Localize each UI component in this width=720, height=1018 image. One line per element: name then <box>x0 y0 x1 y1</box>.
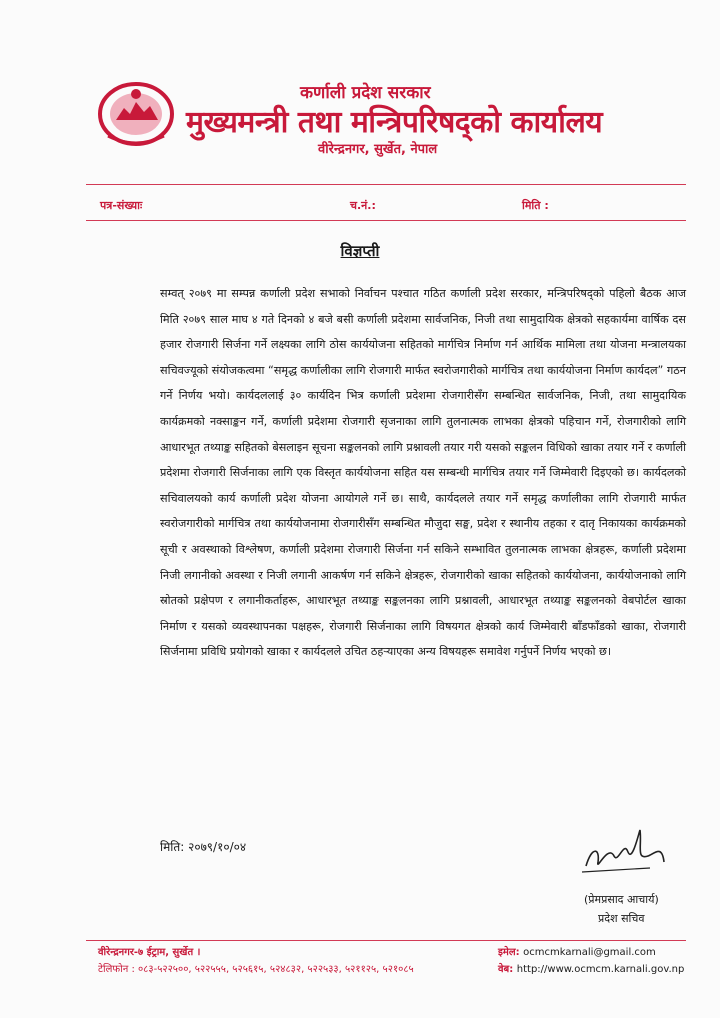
website-link[interactable]: http://www.ocmcm.karnali.gov.np <box>516 964 685 975</box>
dispatch-number-label: च.नं.: <box>350 199 376 212</box>
government-name: कर्णाली प्रदेश सरकार <box>300 83 431 103</box>
footer-divider <box>86 940 686 941</box>
footer-phone: टेलिफोन : ०८३-५२२५००, ५२२५५५, ५२५६१५, ५२४८३२, ५२२५३३, ५२११२५, ५२१०८५ <box>98 964 414 975</box>
footer-email: इमेल: ocmcmkarnali@gmail.com <box>498 947 656 958</box>
notice-body: सम्वत् २०७९ मा सम्पन्न कर्णाली प्रदेश सभाको निर्वाचन पश्चात गठित कर्णाली प्रदेश सरकार, मन्त्रिपरिषद्को पहिलो बैठक आज मिति २०७९ साल माघ ४ गते दिनको ४ बजे बसी कर्णाली प्रदेशमा सार्वजनिक, निजी तथा सामुदायिक क्षेत्रको सहकार्यमा वार्षिक दस हजार रोजगारी सिर्जना गर्ने लक्ष्यका लागि ठोस कार्ययोजना सहितको मार्गचित्र निर्माण गर्न आर्थिक मामिला तथा योजना मन्त्रालयका सचिवज्यूको संयोजकत्वमा “समृद्ध कर्णालीका लागि रोजगारी मार्फत स्वरोजगारीको मार्गचित्र तथा कार्ययोजना निर्माण कार्यदल” गठन गर्ने निर्णय भयो। कार्यदललाई ३० कार्यदिन भित्र कर्णाली प्रदेशमा रोजगारीसँग सम्बन्धित सार्वजनिक, निजी, तथा सामुदायिक कार्यक्रमको नक्साङ्कन गर्ने, कर्णाली प्रदेशमा रोजगारी सृजनाका लागि तुलनात्मक लाभका क्षेत्रको पहिचान गर्ने, रोजगारीको लागि आधारभूत तथ्याङ्क सहितको बेसलाइन सूचना सङ्कलनको लागि प्रश्नावली तयार गरी यसको सङ्कलन विधिको खाका तयार गर्ने र कर्णाली प्रदेशमा रोजगारी सिर्जनाका लागि एक विस्तृत कार्ययोजना सहित यस सम्बन्धी मार्गचित्र तयार गर्ने जिम्मेवारी दिइएको छ। कार्यदलको सचिवालयको कार्य कर्णाली प्रदेश योजना आयोगले गर्ने छ। साथै, कार्यदलले तयार गर्ने समृद्ध कर्णालीका लागि रोजगारी मार्फत स्वरोजगारीको मार्गचित्र तथा कार्ययोजनामा रोजगारीसँग सम्बन्धित मौजुदा सङ्घ, प्रदेश र स्थानीय तहका र दातृ निकायका कार्यक्रमको सूची र अवस्थाको विश्लेषण, कर्णाली प्रदेशमा रोजगारी सिर्जना गर्न सकिने सम्भावित तुलनात्मक लाभका क्षेत्रहरू, कर्णाली प्रदेशमा निजी लगानीको अवस्था र निजी लगानी आकर्षण गर्न सकिने क्षेत्रहरू, रोजगारीको खाका सहितको कार्ययोजना, कार्ययोजनाको लागि स्रोतको प्रक्षेपण र लगानीकर्ताहरू, आधारभूत तथ्याङ्क सङ्कलनका लागि प्रश्नावली, आधारभूत तथ्याङ्क सङ्कलनको वेबपोर्टल खाका निर्माण र यसको व्यवस्थापनका पक्षहरू, रोजगारी सिर्जनाका लागि विषयगत क्षेत्रको कार्य जिम्मेवारी बाँडफाँडको खाका, रोजगारी सिर्जनामा प्रविधि प्रयोगको खाका र कार्यदलले उचित ठहऱ्याएका अन्य विषयहरू समावेश गर्नुपर्ने निर्णय भएको छ। <box>160 287 686 659</box>
signatory-name: (प्रेमप्रसाद आचार्य) <box>584 893 659 906</box>
email-address[interactable]: ocmcmkarnali@gmail.com <box>523 947 656 958</box>
reference-divider <box>86 220 686 221</box>
signature <box>578 826 668 882</box>
notice-title: विज्ञप्ती <box>340 242 380 260</box>
notice-date: मिति: २०७९/१०/०४ <box>160 840 247 854</box>
office-address: वीरेन्द्रनगर, सुर्खेत, नेपाल <box>318 142 438 157</box>
footer-address: वीरेन्द्रनगर-७ ईट्राम, सुर्खेत । <box>98 947 201 958</box>
signatory-designation: प्रदेश सचिव <box>598 912 645 925</box>
letter-number-label: पत्र-संख्याः <box>100 199 143 212</box>
header-divider <box>86 184 686 185</box>
office-name: मुख्यमन्त्री तथा मन्त्रिपरिषद्को कार्यालय <box>186 105 603 140</box>
karnali-emblem <box>96 78 176 148</box>
footer-website: वेब: http://www.ocmcm.karnali.gov.np <box>498 964 685 975</box>
reference-date-label: मिति : <box>522 199 549 212</box>
